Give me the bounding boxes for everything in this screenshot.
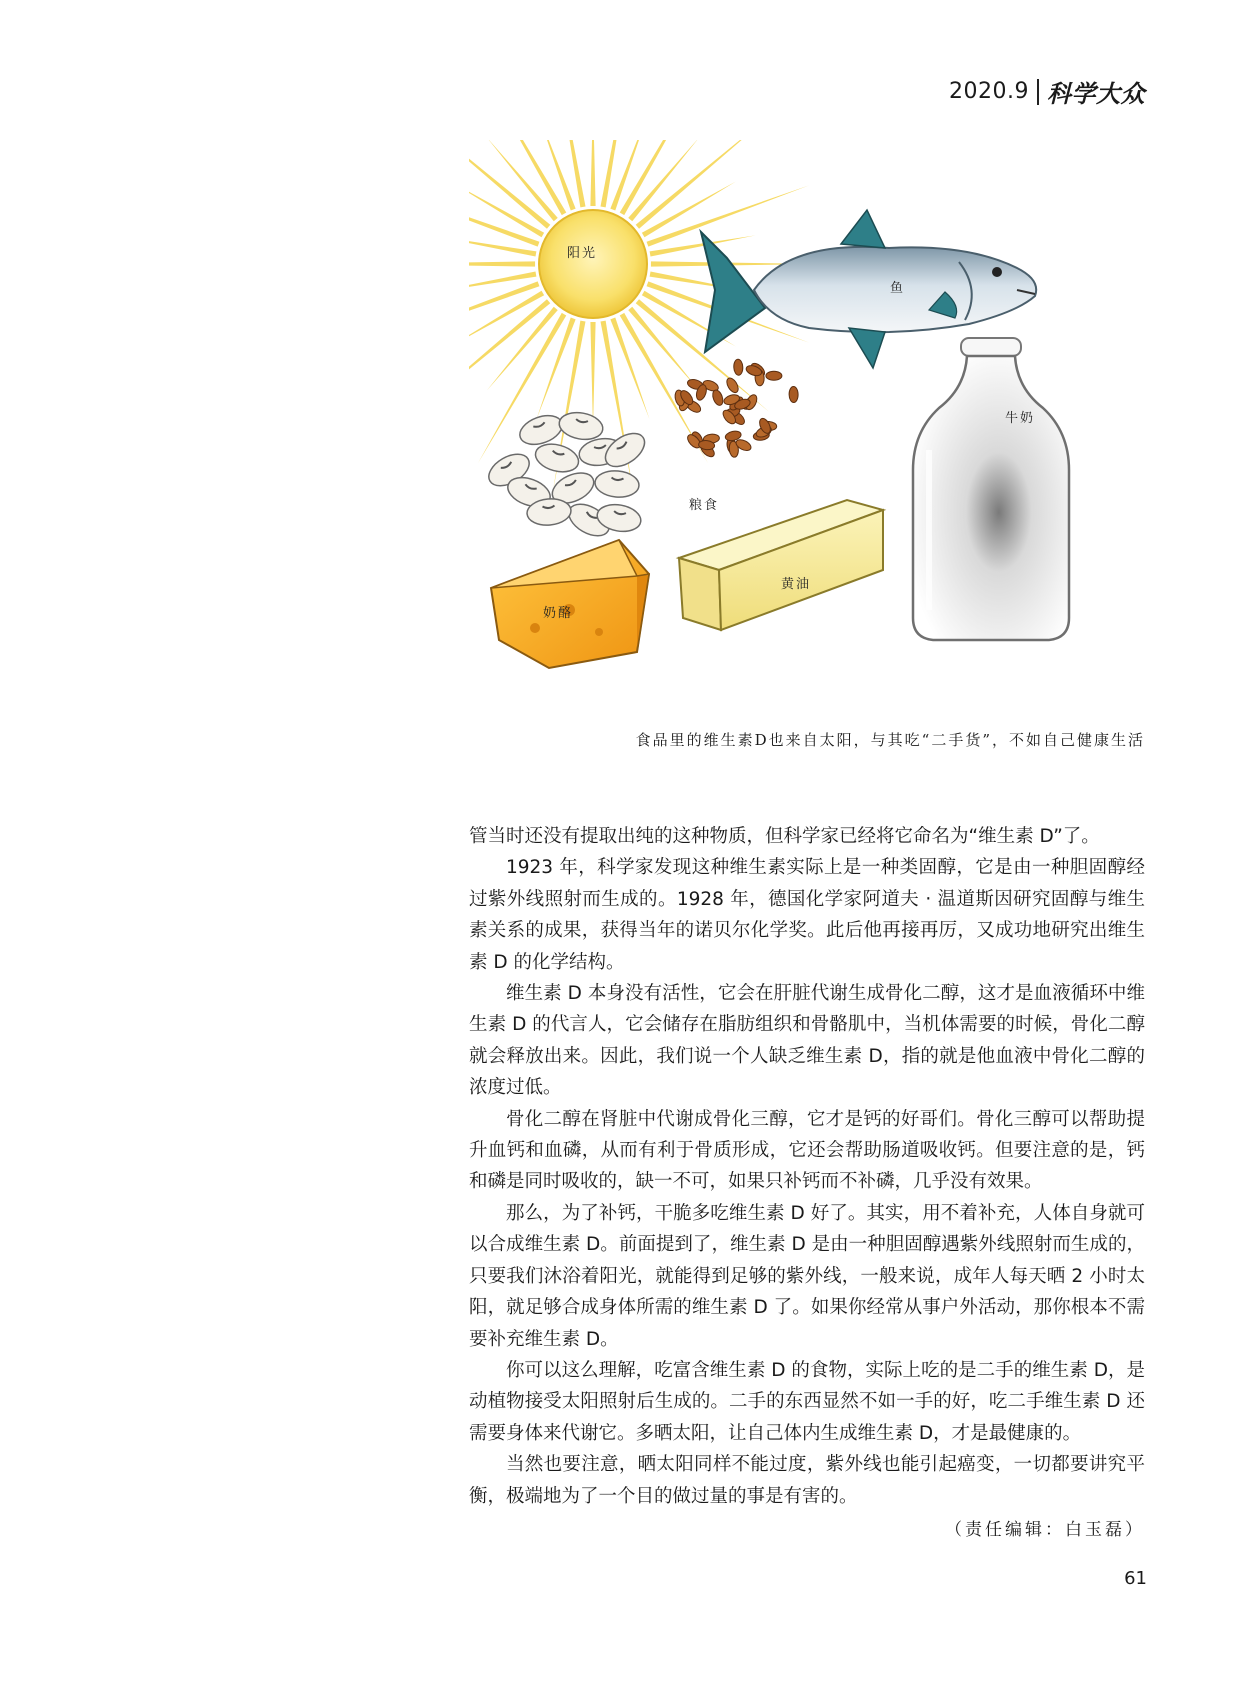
bean (594, 469, 640, 499)
beans-icon (483, 409, 650, 542)
label-sun: 阳光 (567, 246, 598, 261)
paragraph: 你可以这么理解，吃富含维生素 D 的食物，实际上吃的是二手的维生素 D，是动植物接受太阳照射后生成的。二手的东西显然不如一手的好，吃二手维生素 D 还需要身体来代谢它。多晒太阳，让自己体内生成维生素 D，才是最健康的。 (469, 1359, 1145, 1444)
page-header (949, 74, 1145, 109)
paragraph: 当然也要注意，晒太阳同样不能过度，紫外线也能引起癌变，一切都要讲究平衡，极端地为了一个目的做过量的事是有害的。 (469, 1454, 1145, 1507)
paragraph: 1923 年，科学家发现这种维生素实际上是一种类固醇，它是由一种胆固醇经过紫外线照射而生成的。1928 年，德国化学家阿道夫 · 温道斯因研究固醇与维生素关系的成果，获得当年的诺贝尔化学奖。此后他再接再厉，又成功地研究出维生素 D 的化学结构。 (469, 857, 1145, 973)
sun-ray (590, 322, 595, 429)
figure-caption: 食品里的维生素D也来自太阳，与其吃“二手货”，不如自己健康生活 (635, 731, 1145, 749)
grain-icon (674, 359, 798, 459)
label-grain: 粮食 (689, 498, 720, 513)
sun-ray (610, 318, 649, 419)
page-number: 61 (1124, 1568, 1147, 1589)
paragraph: 维生素 D 本身没有活性，它会在肝脏代谢生成骨化二醇，这才是血液循环中维生素 D 的代言人，它会储存在脂肪组织和骨骼肌中，当机体需要的时候，骨化二醇就会释放出来。因此，我们说一个人缺乏维生素 D，指的就是他血液中骨化二醇的浓度过低。 (469, 983, 1145, 1099)
issue-date: 2020.9 (949, 79, 1029, 104)
grain-kernel (789, 386, 798, 402)
sun-ray (647, 185, 810, 246)
article-body (469, 821, 1145, 1512)
grain-kernel (766, 371, 782, 380)
label-butter: 黄油 (781, 577, 812, 592)
header-divider (1037, 79, 1039, 105)
sun-ray (537, 318, 576, 419)
bean (557, 409, 605, 442)
vitamin-d-illustration (469, 140, 1145, 718)
paragraph: 骨化二醇在肾脏中代谢成骨化三醇，它才是钙的好哥们。骨化三醇可以帮助提升血钙和血磷，从而有利于骨质形成，它还会帮助肠道吸收钙。但要注意的是，钙和磷是同时吸收的，缺一不可，如果只补钙而不补磷，几乎没有效果。 (469, 1108, 1145, 1193)
sun-icon (539, 210, 647, 318)
editor-credit: （责任编辑：白玉磊） (945, 1520, 1145, 1540)
butter-icon (679, 500, 883, 630)
paragraph: 那么，为了补钙，干脆多吃维生素 D 好了。其实，用不着补充，人体自身就可以合成维生素 D。前面提到了，维生素 D 是由一种胆固醇遇紫外线照射而生成的，只要我们沐浴着阳光，就能得到足够的紫外线，一般来说，成年人每天晒 2 小时太阳，就足够合成身体所需的维生素 D 了。如果你经常从事户外活动，那你根本不需要补充维生素 D。 (469, 1202, 1145, 1350)
bean (600, 427, 651, 474)
milk-bottle-icon (913, 338, 1069, 640)
sun-ray (469, 261, 535, 266)
sun-ray (469, 185, 539, 246)
grain-kernel (733, 359, 743, 375)
illustration-art (469, 140, 1145, 718)
sun-ray (469, 281, 539, 342)
bean (532, 440, 581, 477)
bean (516, 410, 566, 449)
paragraph: 管当时还没有提取出纯的这种物质，但科学家已经将它命名为“维生素 D”了。 (469, 826, 1100, 847)
label-milk: 牛奶 (1005, 411, 1036, 426)
label-fish: 鱼 (890, 281, 906, 296)
label-cheese: 奶酪 (543, 606, 574, 621)
magazine-title: 科学大众 (1047, 79, 1145, 108)
sun-ray (590, 140, 595, 206)
